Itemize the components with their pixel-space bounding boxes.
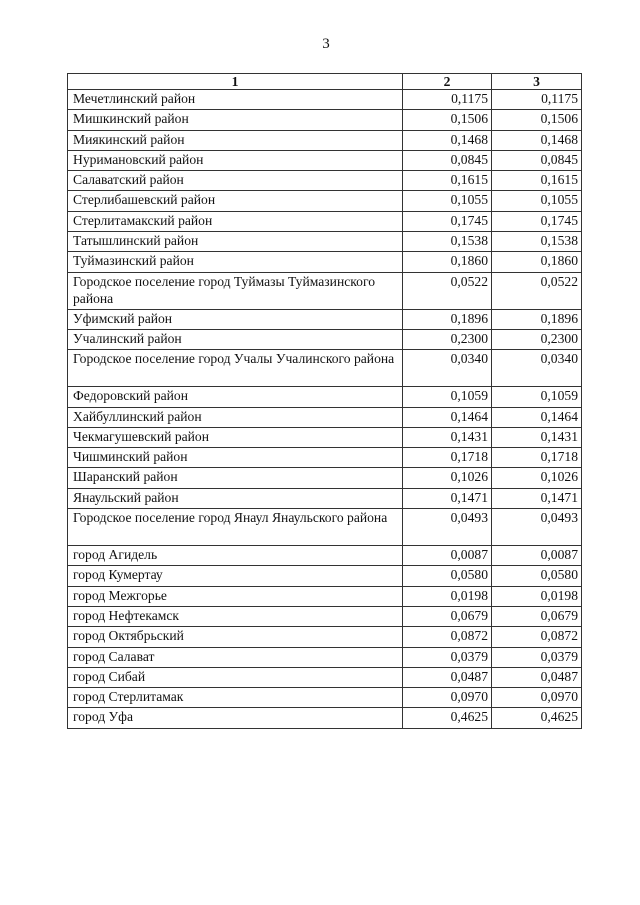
- row-value-col2: 0,1055: [403, 191, 492, 211]
- column-header-2: 2: [403, 74, 492, 90]
- row-value-col2: 0,1615: [403, 171, 492, 191]
- row-value-col3: 0,0493: [492, 509, 582, 546]
- row-value-col3: 0,1506: [492, 110, 582, 130]
- row-value-col3: 0,2300: [492, 329, 582, 349]
- row-name-cell: Мечетлинский район: [68, 90, 403, 110]
- row-value-col3: 0,1175: [492, 90, 582, 110]
- row-value-col3: 0,0087: [492, 546, 582, 566]
- row-value-col2: 0,2300: [403, 329, 492, 349]
- table-row: [68, 387, 582, 407]
- column-header-1: 1: [68, 74, 403, 90]
- row-value-col2: 0,1468: [403, 130, 492, 150]
- row-value-col2: 0,1059: [403, 387, 492, 407]
- row-value-col2: 0,0845: [403, 150, 492, 170]
- row-value-col3: 0,0970: [492, 688, 582, 708]
- row-name-cell: Городское поселение город Туймазы Туймазинского района: [68, 272, 403, 309]
- row-value-col2: 0,1464: [403, 407, 492, 427]
- table-row: [68, 407, 582, 427]
- table-row: [68, 488, 582, 508]
- row-value-col2: 0,1745: [403, 211, 492, 231]
- row-name-cell: Учалинский район: [68, 329, 403, 349]
- row-value-col2: 0,0340: [403, 350, 492, 387]
- row-value-col3: 0,1059: [492, 387, 582, 407]
- row-name-cell: Федоровский район: [68, 387, 403, 407]
- data-table: [67, 73, 582, 729]
- row-value-col3: 0,0580: [492, 566, 582, 586]
- table-row: [68, 546, 582, 566]
- row-value-col3: 0,1464: [492, 407, 582, 427]
- row-value-col3: 0,0872: [492, 627, 582, 647]
- row-value-col2: 0,1860: [403, 252, 492, 272]
- table-row: [68, 191, 582, 211]
- row-name-cell: Шаранский район: [68, 468, 403, 488]
- row-value-col3: 0,0198: [492, 586, 582, 606]
- row-name-cell: Чишминский район: [68, 448, 403, 468]
- table-row: [68, 110, 582, 130]
- row-value-col3: 0,0522: [492, 272, 582, 309]
- row-value-col3: 0,1745: [492, 211, 582, 231]
- table-header-row: [68, 74, 582, 90]
- row-value-col3: 0,1471: [492, 488, 582, 508]
- row-name-cell: город Уфа: [68, 708, 403, 728]
- row-value-col2: 0,0087: [403, 546, 492, 566]
- row-value-col2: 0,1026: [403, 468, 492, 488]
- row-value-col2: 0,1538: [403, 232, 492, 252]
- table-row: [68, 667, 582, 687]
- row-name-cell: Чекмагушевский район: [68, 427, 403, 447]
- row-name-cell: город Сибай: [68, 667, 403, 687]
- row-name-cell: Миякинский район: [68, 130, 403, 150]
- row-value-col2: 0,0522: [403, 272, 492, 309]
- row-value-col2: 0,1718: [403, 448, 492, 468]
- row-name-cell: Хайбуллинский район: [68, 407, 403, 427]
- row-value-col3: 0,1055: [492, 191, 582, 211]
- row-name-cell: Нуримановский район: [68, 150, 403, 170]
- row-value-col2: 0,0872: [403, 627, 492, 647]
- table-row: [68, 150, 582, 170]
- row-name-cell: Татышлинский район: [68, 232, 403, 252]
- table-row: [68, 708, 582, 728]
- row-value-col3: 0,0845: [492, 150, 582, 170]
- row-value-col3: 0,0679: [492, 606, 582, 626]
- row-name-cell: Городское поселение город Янаул Янаульского района: [68, 509, 403, 546]
- row-value-col3: 0,1468: [492, 130, 582, 150]
- table-row: [68, 232, 582, 252]
- table-row: [68, 627, 582, 647]
- table-row: [68, 448, 582, 468]
- row-name-cell: Салаватский район: [68, 171, 403, 191]
- row-value-col3: 0,0487: [492, 667, 582, 687]
- row-value-col3: 0,1431: [492, 427, 582, 447]
- row-value-col2: 0,0970: [403, 688, 492, 708]
- table-row: [68, 130, 582, 150]
- table-row: [68, 647, 582, 667]
- table-row: [68, 329, 582, 349]
- row-value-col2: 0,4625: [403, 708, 492, 728]
- row-value-col3: 0,1615: [492, 171, 582, 191]
- table-row: [68, 272, 582, 309]
- table-row: [68, 90, 582, 110]
- row-value-col2: 0,1506: [403, 110, 492, 130]
- row-value-col3: 0,4625: [492, 708, 582, 728]
- row-name-cell: город Стерлитамак: [68, 688, 403, 708]
- row-value-col2: 0,0487: [403, 667, 492, 687]
- table-row: [68, 309, 582, 329]
- table-row: [68, 211, 582, 231]
- row-value-col3: 0,1896: [492, 309, 582, 329]
- table-row: [68, 350, 582, 387]
- row-name-cell: Туймазинский район: [68, 252, 403, 272]
- row-value-col3: 0,1538: [492, 232, 582, 252]
- row-name-cell: Стерлибашевский район: [68, 191, 403, 211]
- table-row: [68, 566, 582, 586]
- row-value-col3: 0,0379: [492, 647, 582, 667]
- row-value-col2: 0,0198: [403, 586, 492, 606]
- table-row: [68, 586, 582, 606]
- row-value-col2: 0,1896: [403, 309, 492, 329]
- row-value-col2: 0,1471: [403, 488, 492, 508]
- row-value-col3: 0,0340: [492, 350, 582, 387]
- row-value-col3: 0,1718: [492, 448, 582, 468]
- table-row: [68, 252, 582, 272]
- row-name-cell: Мишкинский район: [68, 110, 403, 130]
- table-row: [68, 688, 582, 708]
- row-name-cell: город Межгорье: [68, 586, 403, 606]
- row-value-col2: 0,0580: [403, 566, 492, 586]
- column-header-3: 3: [492, 74, 582, 90]
- row-value-col3: 0,1860: [492, 252, 582, 272]
- table-row: [68, 606, 582, 626]
- table-row: [68, 509, 582, 546]
- row-name-cell: город Агидель: [68, 546, 403, 566]
- row-name-cell: Стерлитамакский район: [68, 211, 403, 231]
- row-name-cell: город Нефтекамск: [68, 606, 403, 626]
- row-name-cell: Городское поселение город Учалы Учалинского района: [68, 350, 403, 387]
- row-value-col3: 0,1026: [492, 468, 582, 488]
- row-name-cell: город Кумертау: [68, 566, 403, 586]
- row-name-cell: Янаульский район: [68, 488, 403, 508]
- row-value-col2: 0,1175: [403, 90, 492, 110]
- row-value-col2: 0,0679: [403, 606, 492, 626]
- row-name-cell: город Октябрьский: [68, 627, 403, 647]
- table-row: [68, 171, 582, 191]
- row-value-col2: 0,1431: [403, 427, 492, 447]
- table-row: [68, 468, 582, 488]
- table-row: [68, 427, 582, 447]
- row-value-col2: 0,0379: [403, 647, 492, 667]
- page-number: 3: [322, 36, 330, 52]
- row-name-cell: город Салават: [68, 647, 403, 667]
- row-name-cell: Уфимский район: [68, 309, 403, 329]
- row-value-col2: 0,0493: [403, 509, 492, 546]
